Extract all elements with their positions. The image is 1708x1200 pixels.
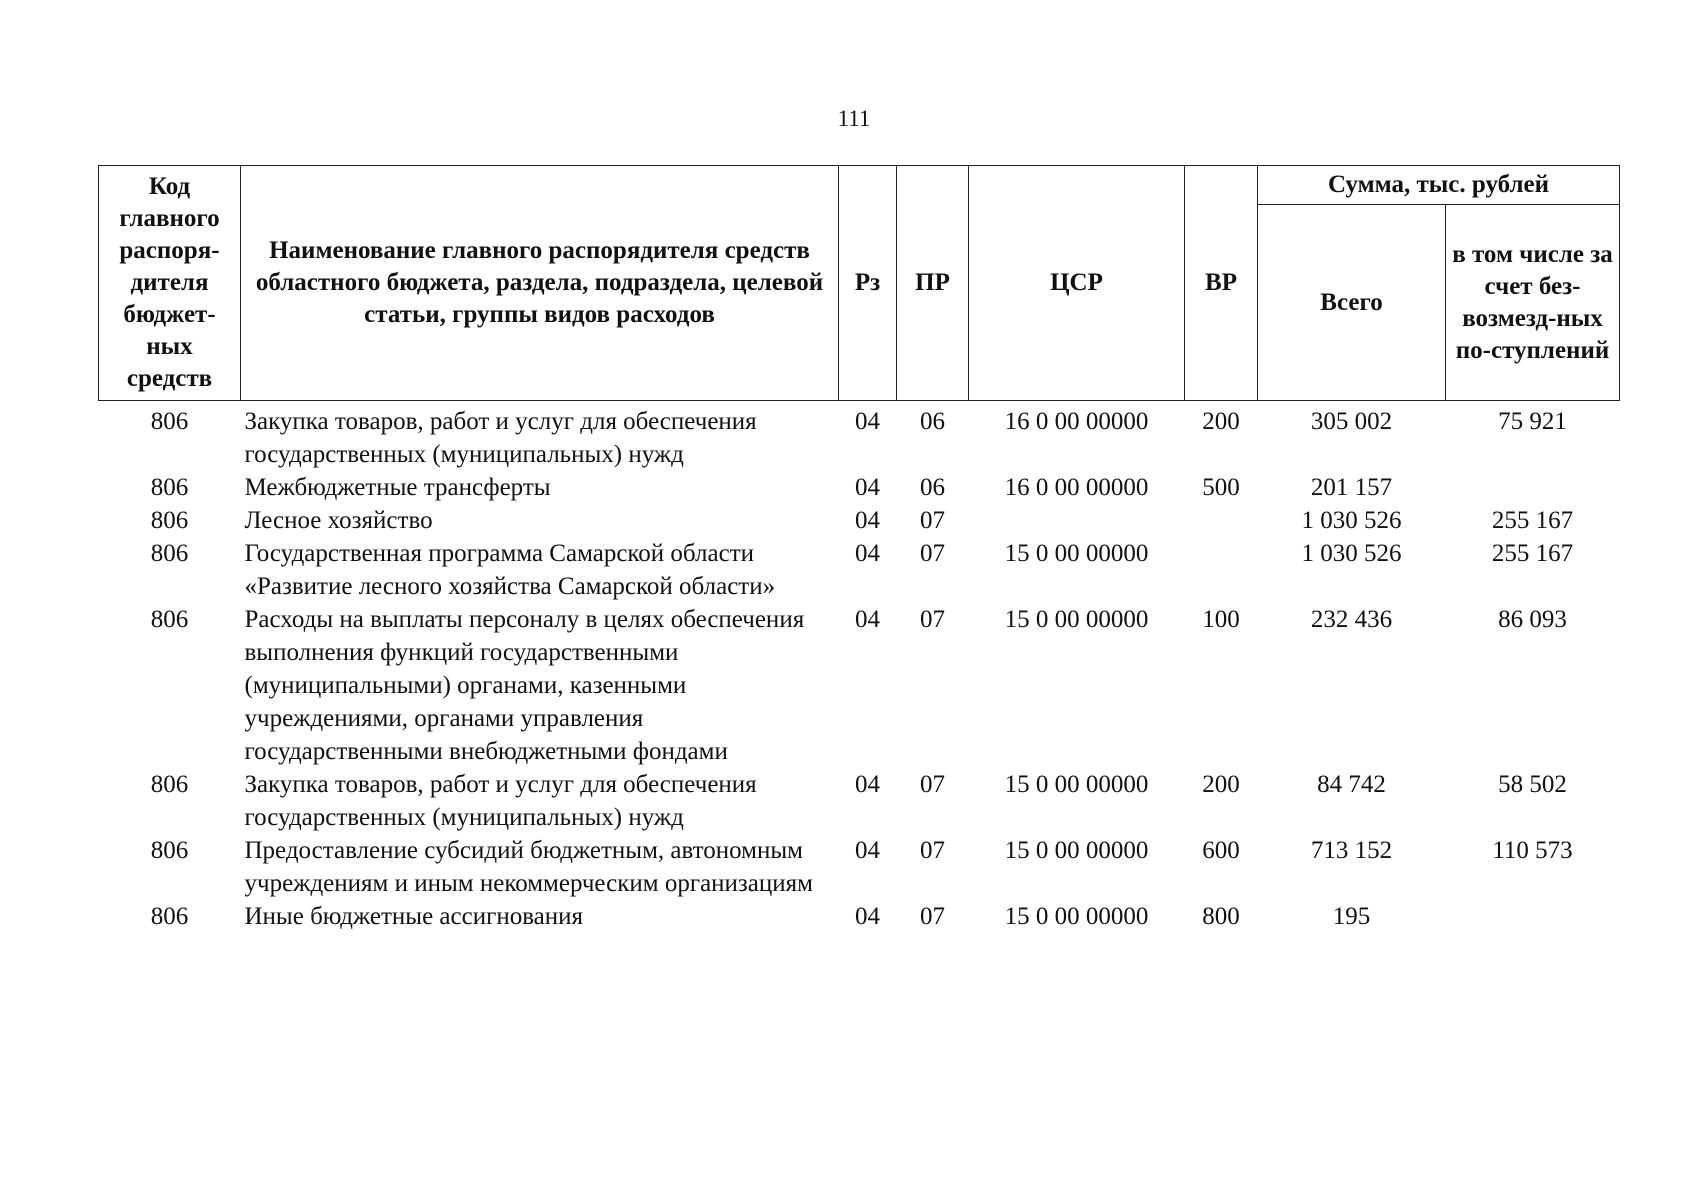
cell-free: 75 921: [1498, 408, 1567, 435]
table-row: [99, 834, 1620, 900]
cell-csr: 15 0 00 00000: [1004, 540, 1149, 567]
cell-free: 255 167: [1491, 540, 1574, 567]
cell-rz: 04: [855, 606, 880, 633]
table-row: [99, 768, 1620, 834]
cell-csr: 15 0 00 00000: [1004, 771, 1149, 798]
cell-total: 1 030 526: [1301, 540, 1402, 567]
cell-name: Закупка товаров, работ и услуг для обеспечения государственных (муниципальных) нужд: [244, 408, 757, 468]
cell-free: 110 573: [1492, 837, 1573, 864]
cell-pr: 06: [920, 408, 945, 435]
cell-total: 201 157: [1310, 474, 1393, 501]
cell-rz: 04: [855, 771, 880, 798]
cell-name: Государственная программа Самарской области «Развитие лесного хозяйства Самарской области»: [244, 540, 776, 600]
cell-name: Закупка товаров, работ и услуг для обеспечения государственных (муниципальных) нужд: [244, 771, 757, 831]
cell-vr: 200: [1202, 408, 1240, 435]
cell-pr: 07: [920, 540, 945, 567]
header-csr: ЦСР: [969, 166, 1185, 401]
header-pr: ПР: [897, 166, 969, 401]
header-vr: ВР: [1185, 166, 1258, 401]
cell-total: 84 742: [1317, 771, 1386, 798]
cell-vr: 100: [1202, 606, 1240, 633]
cell-free: [1446, 471, 1620, 504]
header-total: Всего: [1258, 205, 1446, 401]
table-row: [99, 471, 1620, 504]
cell-csr: 15 0 00 00000: [1004, 837, 1149, 864]
cell-free: 58 502: [1498, 771, 1567, 798]
cell-rz: 04: [855, 507, 880, 534]
cell-pr: 07: [920, 507, 945, 534]
cell-vr: 200: [1202, 771, 1240, 798]
cell-vr: [1185, 504, 1258, 537]
cell-free: 255 167: [1491, 507, 1574, 534]
header-sum: Сумма, тыс. рублей: [1258, 166, 1620, 205]
cell-total: 305 002: [1310, 408, 1393, 435]
cell-name: Иные бюджетные ассигнования: [244, 903, 584, 930]
cell-rz: 04: [855, 408, 880, 435]
cell-pr: 07: [920, 771, 945, 798]
cell-code: 806: [150, 606, 189, 633]
table-row: [99, 401, 1620, 472]
cell-csr: 16 0 00 00000: [1004, 474, 1149, 501]
cell-code: 806: [150, 408, 189, 435]
cell-free: [1446, 900, 1620, 933]
cell-vr: 500: [1202, 474, 1240, 501]
cell-csr: 16 0 00 00000: [1004, 408, 1149, 435]
header-row-top: [99, 166, 1620, 205]
cell-code: 806: [150, 903, 189, 930]
cell-rz: 04: [855, 474, 880, 501]
cell-code: 806: [150, 507, 189, 534]
cell-pr: 07: [920, 903, 945, 930]
cell-rz: 04: [855, 903, 880, 930]
cell-code: 806: [150, 474, 189, 501]
header-free: в том числе за счет без-возмезд-ных по-ступлений: [1446, 205, 1620, 401]
header-rz: Рз: [839, 166, 897, 401]
table-row: [99, 900, 1620, 933]
cell-total: 1 030 526: [1301, 507, 1402, 534]
table-row: [99, 537, 1620, 603]
cell-total: 713 152: [1310, 837, 1393, 864]
cell-total: 195: [1332, 903, 1371, 930]
cell-free: 86 093: [1498, 606, 1567, 633]
cell-csr: 15 0 00 00000: [1004, 606, 1149, 633]
cell-name: Межбюджетные трансферты: [244, 474, 551, 501]
cell-code: 806: [150, 837, 189, 864]
cell-csr: [969, 504, 1185, 537]
cell-code: 806: [150, 540, 189, 567]
cell-pr: 06: [920, 474, 945, 501]
table-row: [99, 603, 1620, 768]
cell-total: 232 436: [1310, 606, 1393, 633]
cell-name: Лесное хозяйство: [244, 507, 433, 534]
header-name: Наименование главного распорядителя средств областного бюджета, раздела, подраздела, целевой статьи, группы видов расходов: [241, 166, 839, 401]
cell-pr: 07: [920, 606, 945, 633]
cell-name: Расходы на выплаты персоналу в целях обеспечения выполнения функций государственными (муниципальными) органами, казенными учреждениями, органами управления государственными внебюджетными фондами: [244, 606, 805, 765]
cell-csr: 15 0 00 00000: [1004, 903, 1149, 930]
cell-rz: 04: [855, 837, 880, 864]
table-row: [99, 504, 1620, 537]
cell-vr: [1185, 537, 1258, 603]
cell-vr: 800: [1202, 903, 1240, 930]
cell-pr: 07: [920, 837, 945, 864]
cell-code: 806: [150, 771, 189, 798]
header-code: Код главного распоря-дителя бюджет-ных средств: [99, 166, 241, 401]
cell-rz: 04: [855, 540, 880, 567]
cell-name: Предоставление субсидий бюджетным, автономным учреждениям и иным некоммерческим организациям: [244, 837, 813, 897]
budget-table: [98, 165, 1620, 933]
page-number: 111: [837, 106, 871, 131]
cell-vr: 600: [1202, 837, 1240, 864]
